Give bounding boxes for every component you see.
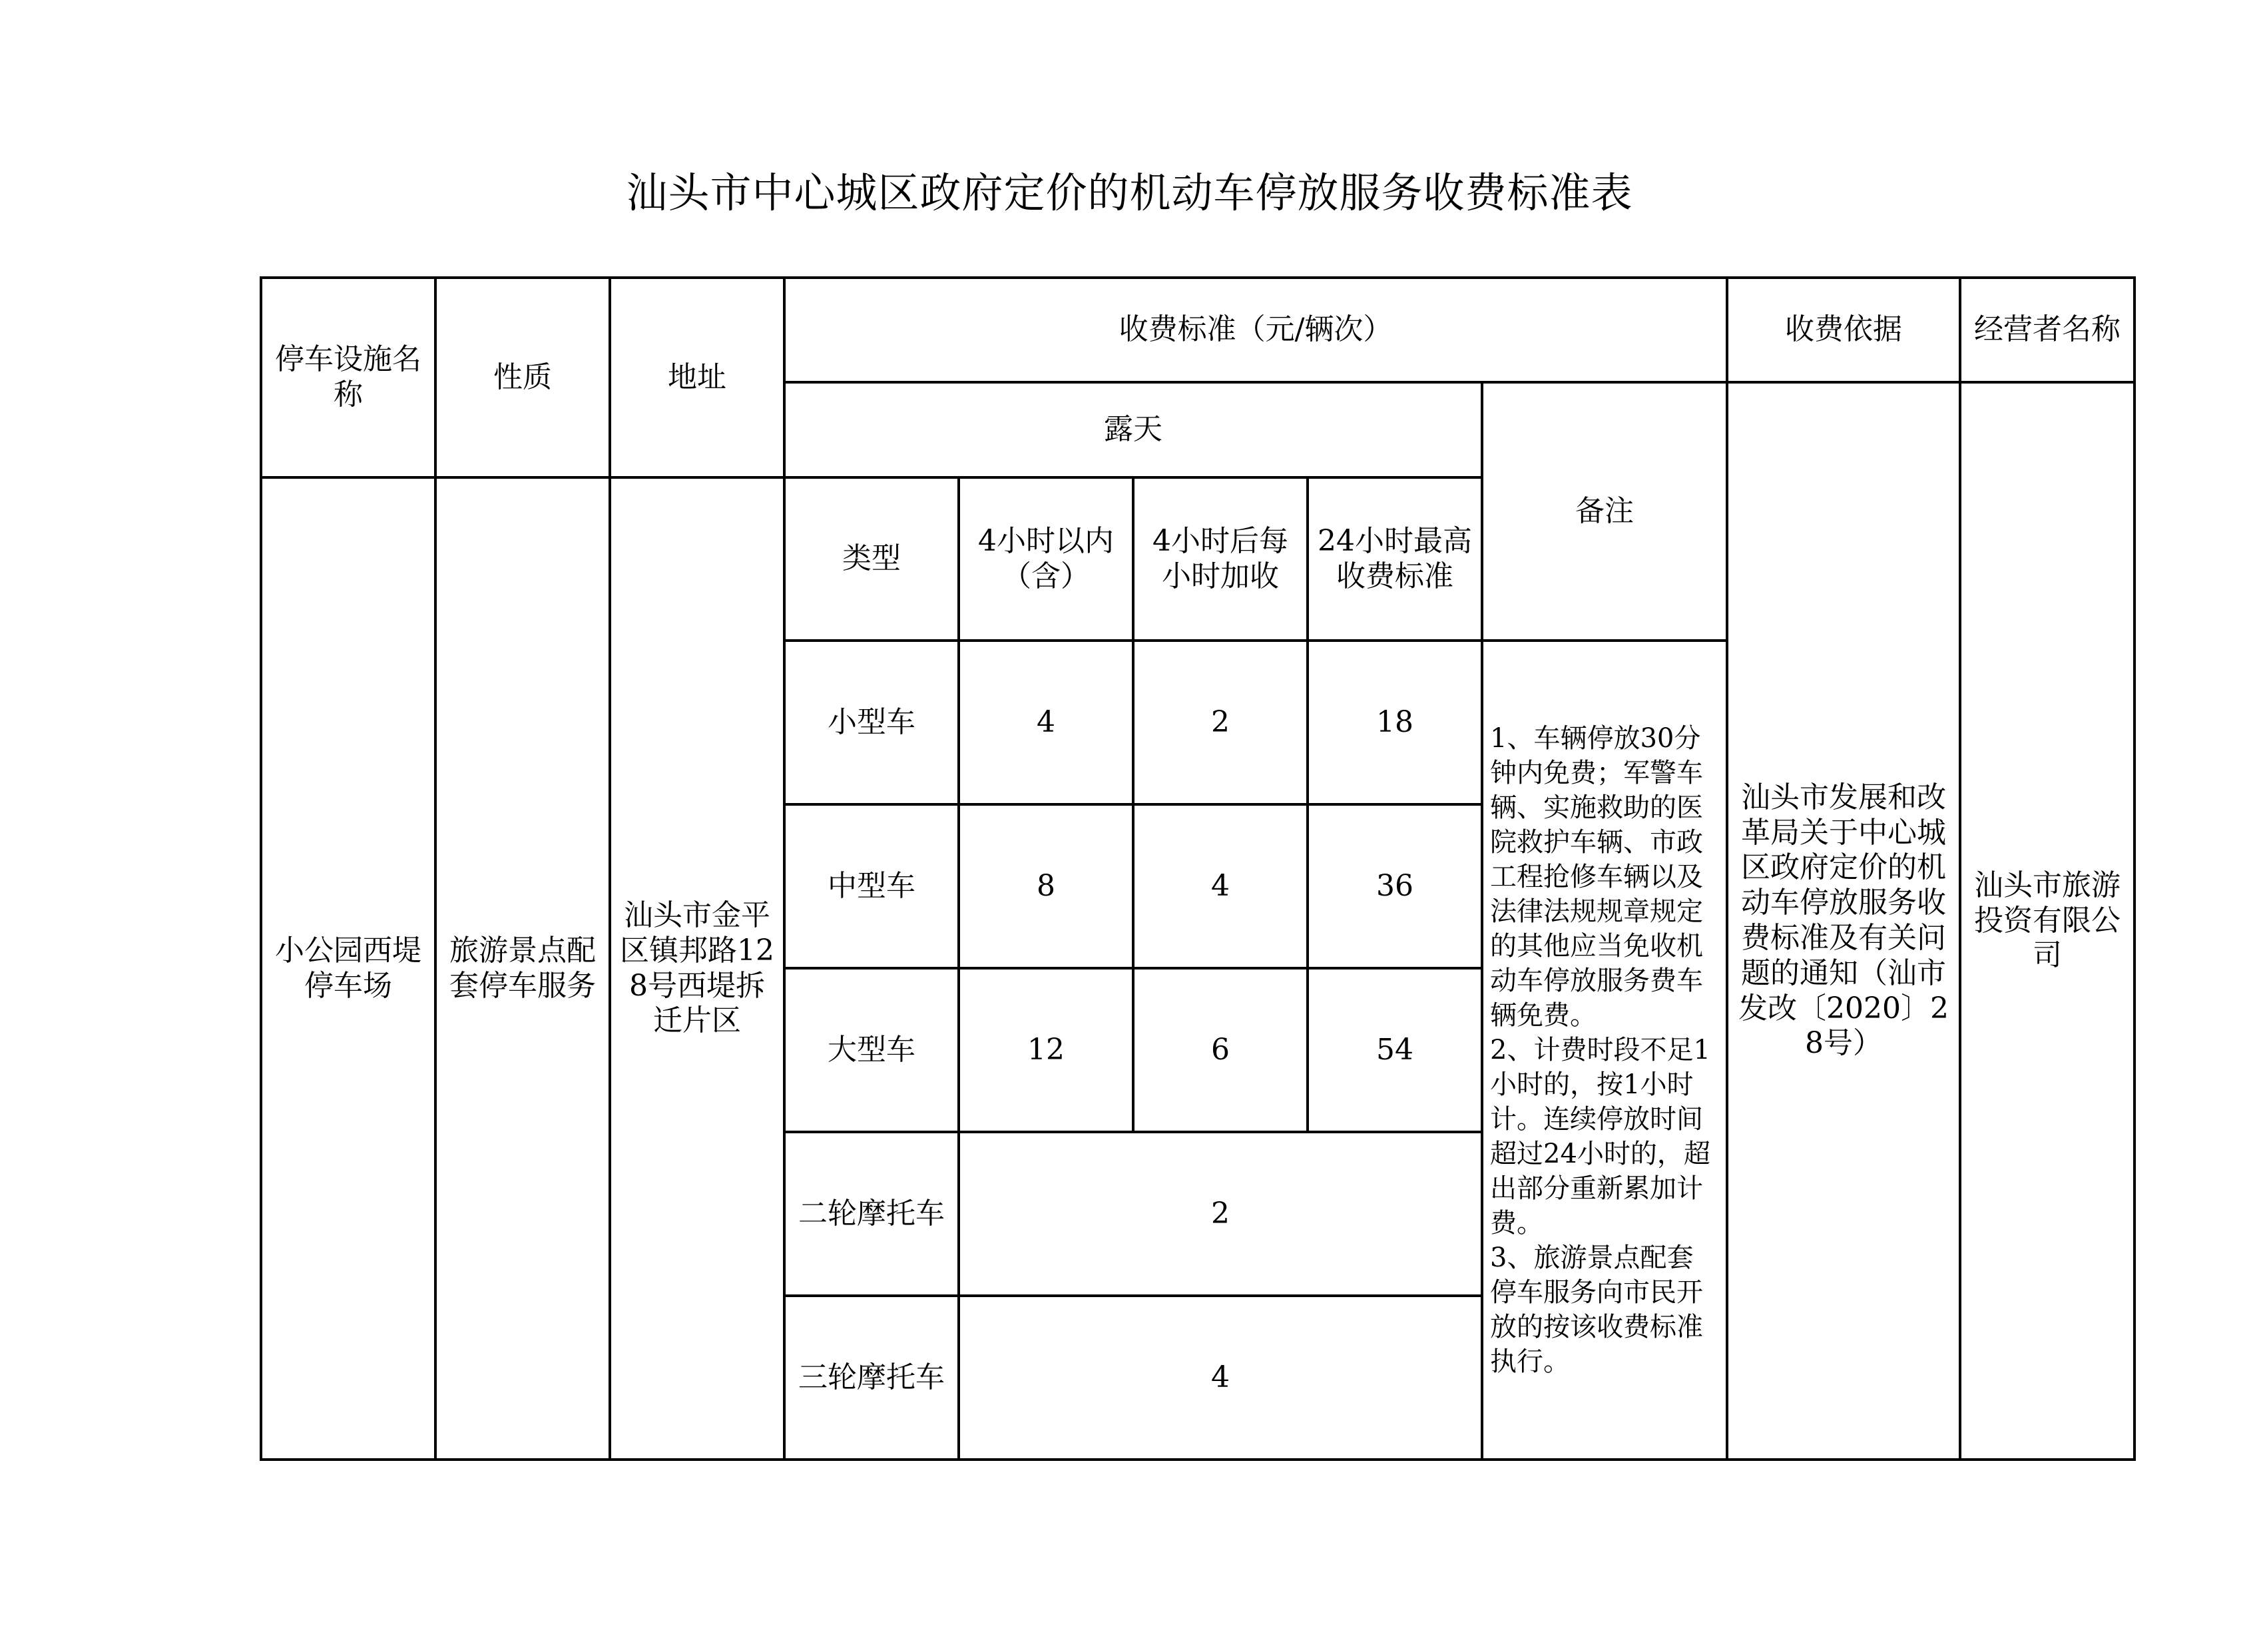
remark-cell (1482, 641, 1727, 1460)
max-24h-cell: 18 (1308, 641, 1482, 804)
after-4h-cell: 6 (1133, 968, 1308, 1132)
header-row-1 (261, 278, 2134, 382)
flat-fee-cell: 4 (959, 1296, 1482, 1460)
vehicle-type-cell: 中型车 (784, 804, 959, 968)
operator-cell: 汕头市旅游投资有限公司 (1960, 382, 2134, 1460)
vehicle-type-cell: 三轮摩托车 (784, 1296, 959, 1460)
header-open-air: 露天 (784, 382, 1482, 477)
within-4h-cell: 4 (959, 641, 1133, 804)
flat-fee-cell: 2 (959, 1132, 1482, 1296)
header-operator: 经营者名称 (1960, 278, 2134, 382)
max-24h-cell: 54 (1308, 968, 1482, 1132)
header-nature: 性质 (435, 278, 610, 477)
within-4h-cell: 12 (959, 968, 1133, 1132)
vehicle-type-cell: 小型车 (784, 641, 959, 804)
fee-table (260, 276, 2136, 1461)
max-24h-cell: 36 (1308, 804, 1482, 968)
after-4h-cell: 2 (1133, 641, 1308, 804)
facility-name-cell: 小公园西堤停车场 (261, 477, 435, 1460)
header-facility-name: 停车设施名称 (261, 278, 435, 477)
within-4h-cell: 8 (959, 804, 1133, 968)
nature-cell: 旅游景点配套停车服务 (435, 477, 610, 1460)
header-type: 类型 (784, 477, 959, 641)
header-after-4h: 4小时后每小时加收 (1133, 477, 1308, 641)
header-basis: 收费依据 (1727, 278, 1960, 382)
header-within-4h: 4小时以内（含） (959, 477, 1133, 641)
vehicle-type-cell: 大型车 (784, 968, 959, 1132)
basis-cell: 汕头市发展和改革局关于中心城区政府定价的机动车停放服务收费标准及有关问题的通知（汕市发改〔2020〕28号） (1727, 382, 1960, 1460)
header-remark: 备注 (1482, 382, 1727, 641)
header-address: 地址 (610, 278, 784, 477)
remark-text: 1、车辆停放30分钟内免费；军警车辆、实施救助的医院救护车辆、市政工程抢修车辆以及法律法规规章规定的其他应当免收机动车停放服务费车辆免费。 2、计费时段不足1小时的，按1小时计。连续停放时间超过24小时的，超出部分重新累加计费。 3、旅游景点配套停车服务向市民开放的按该收费标准执行。 (1490, 723, 1710, 1377)
header-max-24h: 24小时最高收费标准 (1308, 477, 1482, 641)
after-4h-cell: 4 (1133, 804, 1308, 968)
page-title: 汕头市中心城区政府定价的机动车停放服务收费标准表 (626, 168, 1633, 217)
address-cell: 汕头市金平区镇邦路128号西堤拆迁片区 (610, 477, 784, 1460)
header-fee-standard: 收费标准（元/辆次） (784, 278, 1727, 382)
vehicle-type-cell: 二轮摩托车 (784, 1132, 959, 1296)
